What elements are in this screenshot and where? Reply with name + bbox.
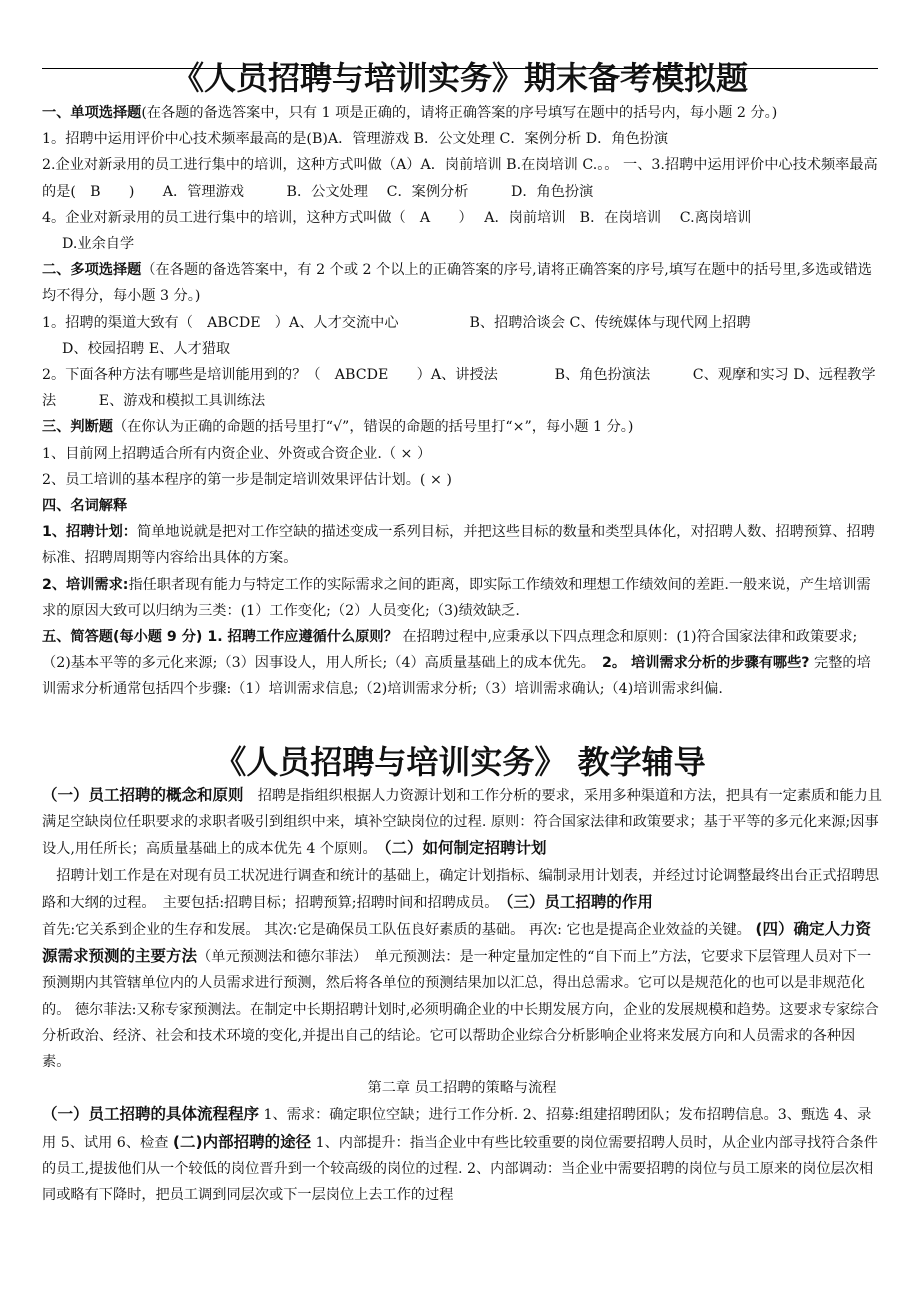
term-definition: [42, 519, 882, 571]
exam-section: [42, 100, 882, 703]
paragraph: [42, 1101, 882, 1208]
paragraph: 完整的培训需求分析通常包括四个步骤:（1）培训需求信息;（2)培训需求分析;（3）培训需求确认;（4)培训需求纠偏.: [42, 655, 871, 698]
paragraph: 1。招聘的渠道大致有（ ABCDE ）A、人才交流中心 B、招聘洽谈会 C、传统媒体与现代网上招聘: [42, 314, 751, 331]
heading: 五、简答题(每小题 9 分) 1. 招聘工作应遵循什么原则？: [42, 629, 398, 646]
heading: 二、多项选择题: [42, 262, 142, 279]
section-multi-choice: [42, 257, 882, 309]
tutorial-section: [42, 782, 882, 1208]
heading: （一）员工招聘的概念和原则: [42, 786, 244, 804]
chapter-heading: 第二章 员工招聘的策略与流程: [367, 1080, 557, 1097]
paragraph: [42, 782, 882, 863]
paragraph: (在各题的备选答案中，只有 1 项是正确的，请将正确答案的序号填写在题中的括号内，每小题 2 分。): [141, 105, 778, 121]
heading: (四）确定人力资源需求预测的主要方法: [42, 920, 871, 966]
paragraph: 2.企业对新录用的员工进行集中的培训，这种方式叫做（A）A．岗前培训 B.在岗培训 C.。。 一、3.招聘中运用评价中心技术频率最高的是( B ) A．管理游戏 B．公文处理 C．案例分析 D．角色扮演: [42, 157, 878, 200]
paragraph: （在你认为正确的命题的括号里打“√”，错误的命题的括号里打“×”，每小题 1 分。): [112, 419, 634, 436]
paragraph: 2、员工培训的基本程序的第一步是制定培训效果评估计划。( × ): [42, 471, 452, 488]
heading: （三）员工招聘的作用: [505, 892, 653, 911]
heading: (二)内部招聘的途径: [172, 1132, 312, 1151]
paragraph: 4。企业对新录用的员工进行集中的培训，这种方式叫做（ A ） A．岗前培训 B．在岗培训 C.离岗培训: [42, 209, 752, 226]
heading: 四、名词解释: [42, 498, 128, 515]
paragraph: 指任职者现有能力与特定工作的实际需求之间的距离，即实际工作绩效和理想工作绩效间的差距.一般来说，产生培训需求的原因大致可以归纳为三类：(1）工作变化;（2）人员变化;（3)绩效缺乏.: [42, 576, 871, 619]
paragraph: D.业余自学: [62, 236, 135, 253]
section-judgement: [42, 414, 882, 440]
heading: 2。 培训需求分析的步骤有哪些?: [602, 655, 810, 672]
paragraph: （在各题的备选答案中，有 2 个或 2 个以上的正确答案的序号,请将正确答案的序号,填写在题中的括号里,多选或错选均不得分，每小题 3 分。): [42, 262, 872, 305]
paragraph: 1。招聘中运用评价中心技术频率最高的是(B)A．管理游戏 B．公文处理 C．案例分析 D．角色扮演: [42, 131, 669, 148]
paragraph-text: 1、需求：确定职位空缺；进行工作分析. 2、招募:组建招聘团队；发布招聘信息。3、甄选 4、录用 5、试用 6、检查: [42, 1107, 872, 1151]
paragraph: 2。下面各种方法有哪些是培训能用到的？（ ABCDE ）A、讲授法 B、角色扮演法 C、观摩和实习 D、远程教学法 E、游戏和模拟工具训练法: [42, 367, 876, 410]
paragraph: [42, 863, 882, 916]
paragraph: 在招聘过程中,应秉承以下四点理念和原则：(1)符合国家法律和政策要求;（2)基本平等的多元化来源;（3）因事设人，用人所长;（4）高质量基础上的成本优先。: [42, 629, 858, 672]
section-title: 《人员招聘与培训实务》 教学辅导: [214, 743, 706, 781]
paragraph-text: 首先:它关系到企业的生存和发展。 其次:它是确保员工队伍良好素质的基础。 再次: 它也是提高企业效益的关键。: [42, 922, 756, 939]
heading: （一）员工招聘的具体流程程序: [42, 1105, 260, 1124]
heading: （二）如何制定招聘计划: [383, 839, 547, 858]
heading: 三、判断题: [42, 419, 113, 436]
paragraph: [42, 916, 882, 1075]
section-short-answer: [42, 624, 882, 703]
paragraph-text: 招聘计划工作是在对现有员工状况进行调查和统计的基础上，确定计划指标、编制录用计划表，并经过讨论调整最终出台正式招聘思路和大纲的过程。 主要包括:招聘目标；招聘预算;招聘时间和招聘成员。: [42, 867, 880, 911]
term-definition: [42, 572, 882, 624]
section-single-choice: [42, 100, 882, 126]
heading: 一、单项选择题: [42, 105, 142, 121]
term: 2、培训需求:: [42, 576, 129, 593]
paragraph-text: 1、内部提升：指当企业中有些比较重要的岗位需要招聘人员时，从企业内部寻找符合条件的员工,提拔他们从一个较低的岗位晋升到一个较高级的岗位的过程. 2、内部调动：当企业中需要招聘的岗位与员工原来的岗位层次相同或略有下降时，把员工调到同层次或下一层岗位上去工作的过程: [42, 1134, 878, 1204]
page-title: 《人员招聘与培训实务》期末备考模拟题: [171, 59, 748, 97]
paragraph-text: （单元预测法和德尔菲法） 单元预测法：是一种定量加定性的“自下而上”方法，它要求下层管理人员对下一预测期内其管辖单位内的人员需求进行预测，然后将各单位的预测结果加以汇总，得出总需求。它可以是规范化的也可以是非规范化的。 德尔菲法:又称专家预测法。在制定中长期招聘计划时,必须明确企业的中长期发展方向，企业的发展规模和趋势。这要求专家综合分析政治、经济、社会和技术环境的变化,并提出自己的结论。它可以帮助企业综合分析影响企业将来发展方向和人员需求的各种因素。: [42, 949, 879, 1071]
paragraph: D、校园招聘 E、人才猎取: [62, 340, 231, 357]
paragraph: 1、目前网上招聘适合所有内资企业、外资或合资企业.（ × ）: [42, 445, 432, 462]
paragraph-text: 招聘是指组织根据人力资源计划和工作分析的要求，采用多种渠道和方法，把具有一定素质和能力且满足空缺岗位任职要求的求职者吸引到组织中来，填补空缺岗位的过程. 原则：符合国家法律和政策要求；基于平等的多元化来源;因事设人,用任所长；高质量基础上的成本优先 4 个原则。: [42, 788, 882, 858]
term: 1、招聘计划：: [42, 524, 137, 541]
paragraph: 简单地说就是把对工作空缺的描述变成一系列目标，并把这些目标的数量和类型具体化，对招聘人数、招聘预算、招聘标准、招聘周期等内容给出具体的方案。: [42, 524, 875, 567]
